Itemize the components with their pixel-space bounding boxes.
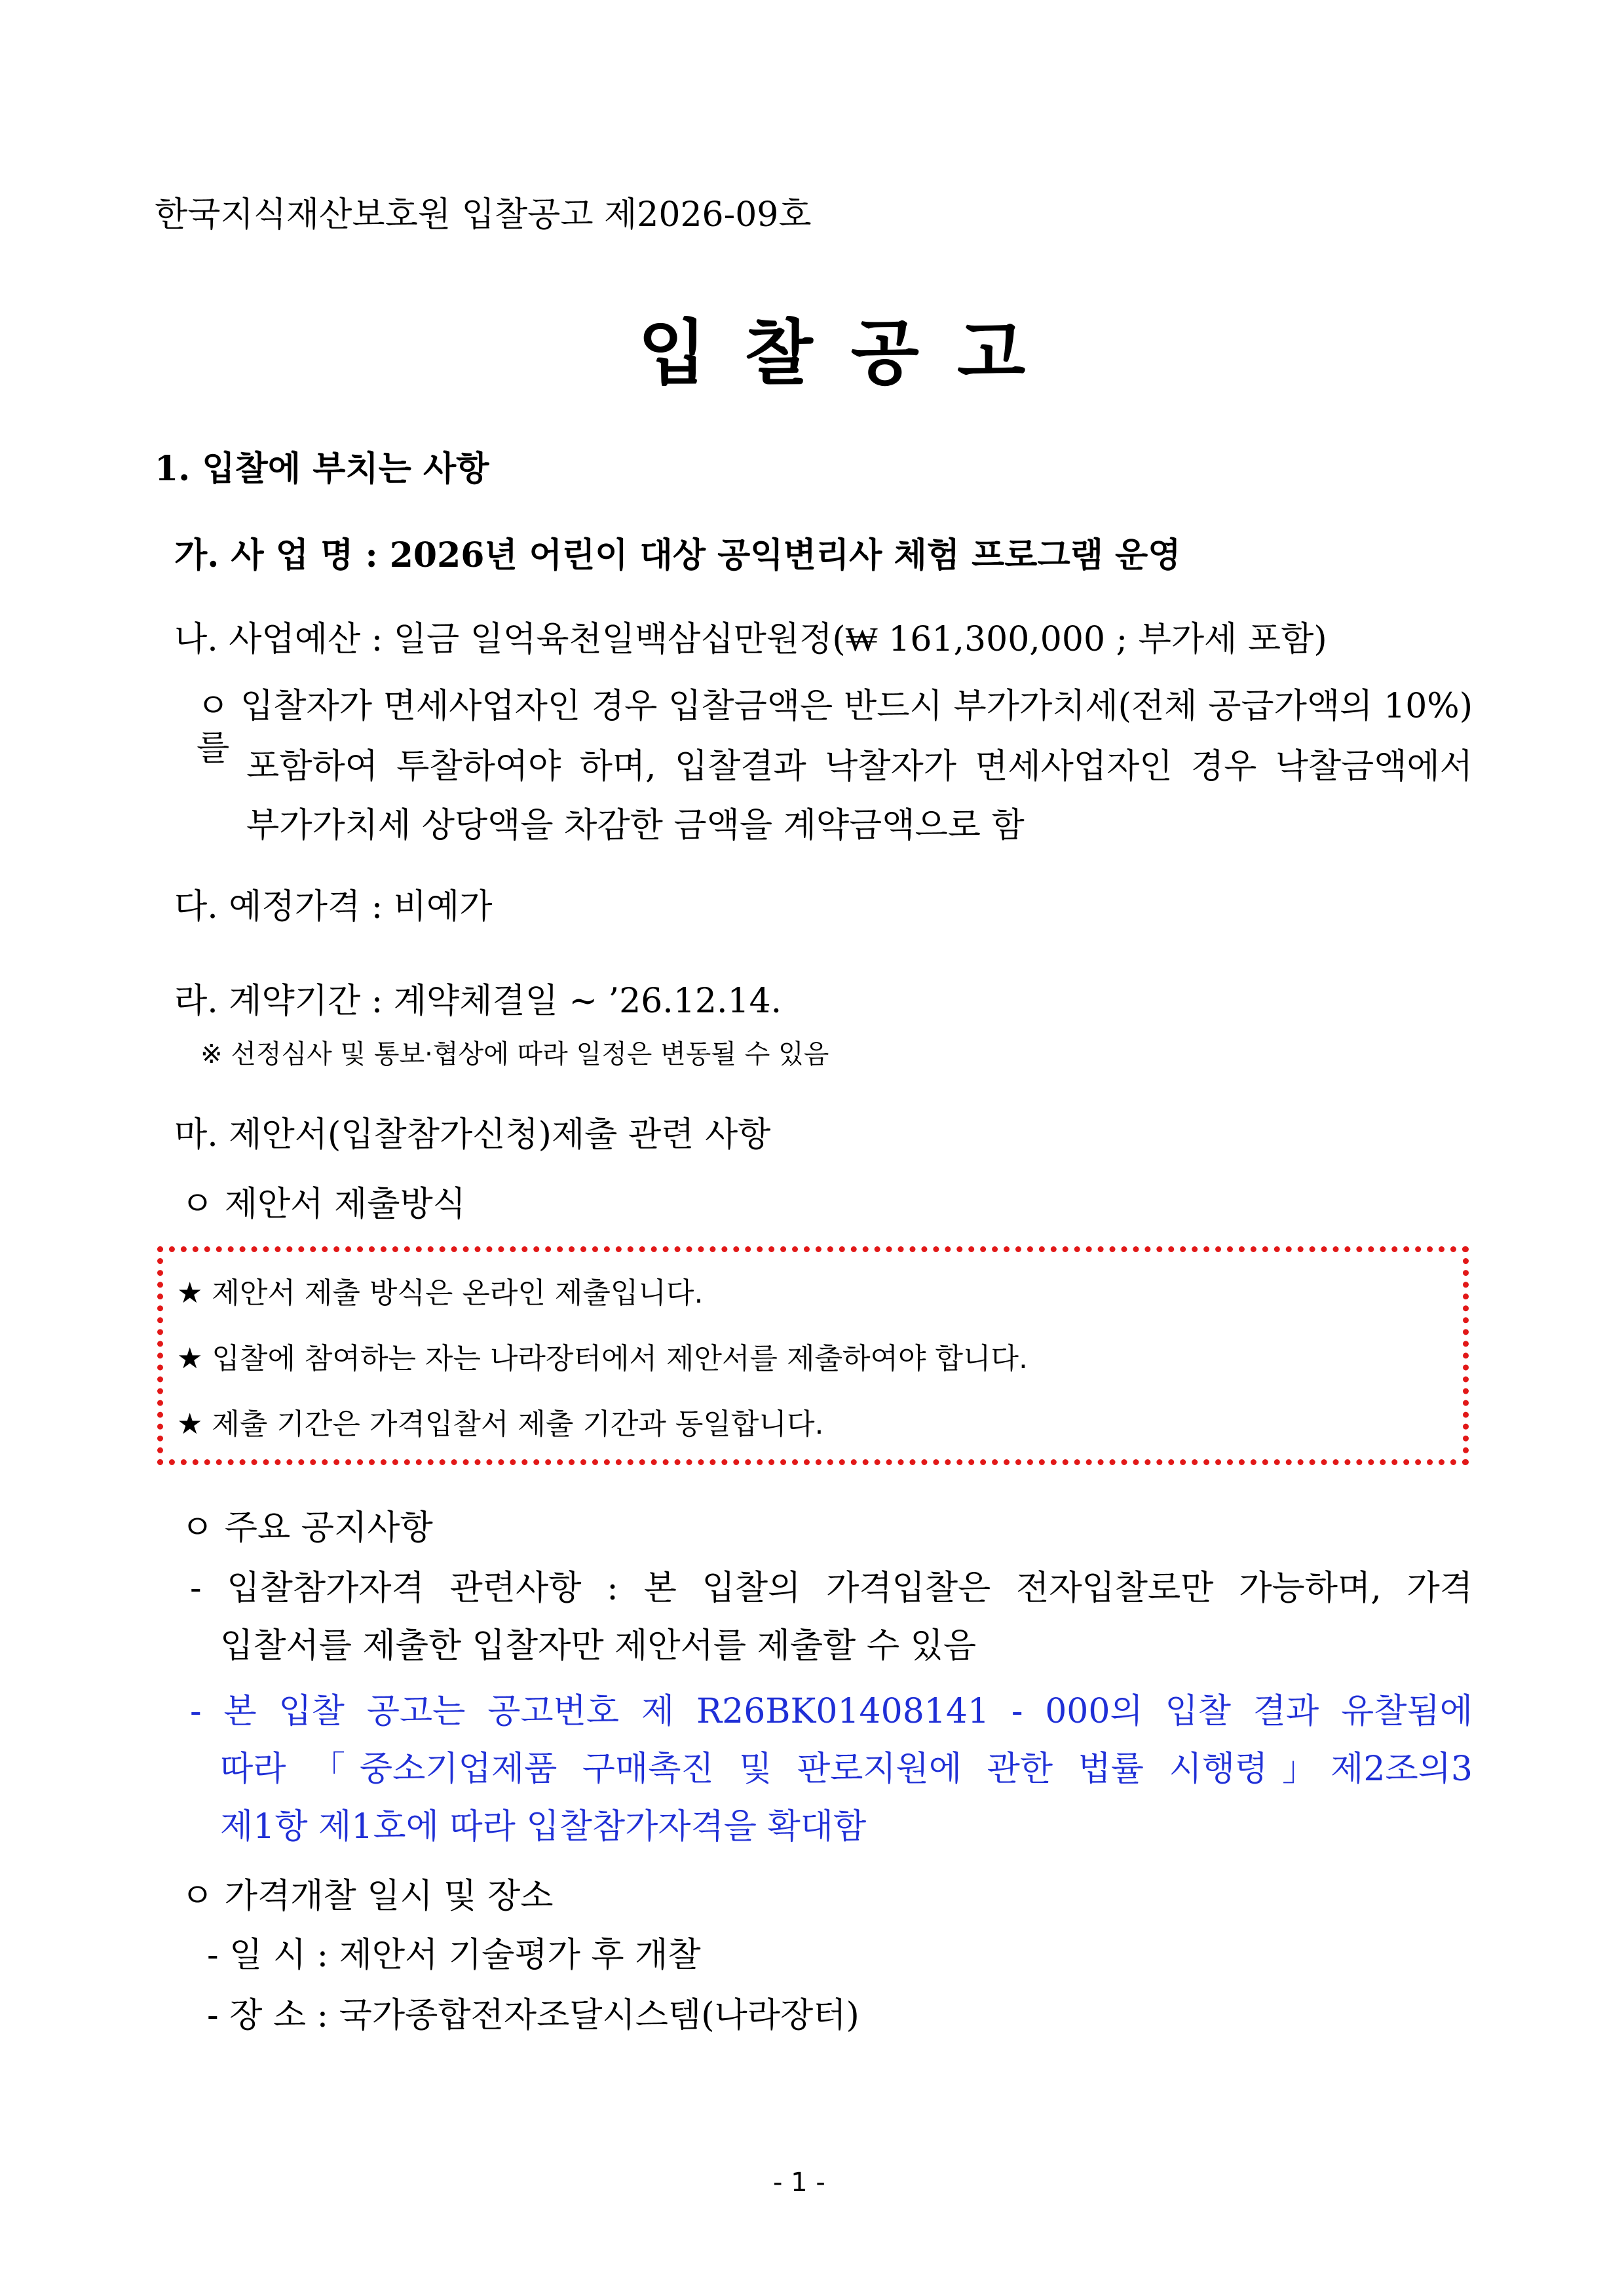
box-line-1: ★ 제안서 제출 방식은 온라인 제출입니다. [177,1276,704,1310]
notice-2-line-1: - 본 입찰 공고는 공고번호 제 R26BK01408141 - 000의 입찰 결과 유찰됨에 [190,1692,1473,1731]
notice-2-line-2: 따라 「중소기업제품 구매촉진 및 판로지원에 관한 법률 시행령」제2조의3 [220,1750,1473,1789]
budget-note-line-1: ㅇ 입찰자가 면세사업자인 경우 입찰금액은 반드시 부가가치세(전체 공급가액의 10%)를 [197,687,1473,768]
opening-location: - 장 소 : 국가종합전자조달시스템(나라장터) [207,1996,859,2035]
budget-note-line-2: 포함하여 투찰하여야 하며, 입찰결과 낙찰자가 면세사업자인 경우 낙찰금액에서 [246,747,1473,786]
item-project-name: 가. 사 업 명 : 2026년 어린이 대상 공익변리사 체험 프로그램 운영 [174,535,1181,575]
box-line-2: ★ 입찰에 참여하는 자는 나라장터에서 제안서를 제출하여야 합니다. [177,1342,1028,1375]
item-proposal-submission: 마. 제안서(입찰참가신청)제출 관련 사항 [174,1115,771,1155]
page-number: - 1 - [773,2168,825,2198]
page-title: 입찰공고 [638,313,1064,394]
item-estimated-price: 다. 예정가격 : 비예가 [174,887,493,927]
notice-1-line-1: - 입찰참가자격 관련사항 : 본 입찰의 가격입찰은 전자입찰로만 가능하며, 가격 [190,1569,1473,1608]
main-notices-heading: ㅇ 주요 공지사항 [181,1508,433,1548]
opening-datetime: - 일 시 : 제안서 기술평가 후 개찰 [207,1936,701,1975]
notice-2-line-3: 제1항 제1호에 따라 입찰참가자격을 확대함 [220,1807,867,1846]
box-line-3: ★ 제출 기간은 가격입찰서 제출 기간과 동일합니다. [177,1407,824,1441]
item-budget: 나. 사업예산 : 일금 일억육천일백삼십만원정(₩ 161,300,000 ; 부가세 포함) [174,620,1327,659]
section-heading: 1. 입찰에 부치는 사항 [155,449,489,489]
price-opening-heading: ㅇ 가격개찰 일시 및 장소 [181,1877,554,1916]
submission-method-heading: ㅇ 제안서 제출방식 [181,1185,466,1224]
notice-1-line-2: 입찰서를 제출한 입찰자만 제안서를 제출할 수 있음 [220,1626,977,1666]
item-contract-period: 라. 계약기간 : 계약체결일 ~ ’26.12.14. [174,982,782,1021]
contract-period-note: ※ 선정심사 및 통보·협상에 따라 일정은 변동될 수 있음 [200,1039,829,1069]
notice-header: 한국지식재산보호원 입찰공고 제2026-09호 [155,195,812,235]
budget-note-line-3: 부가가치세 상당액을 차감한 금액을 계약금액으로 함 [246,806,1025,845]
